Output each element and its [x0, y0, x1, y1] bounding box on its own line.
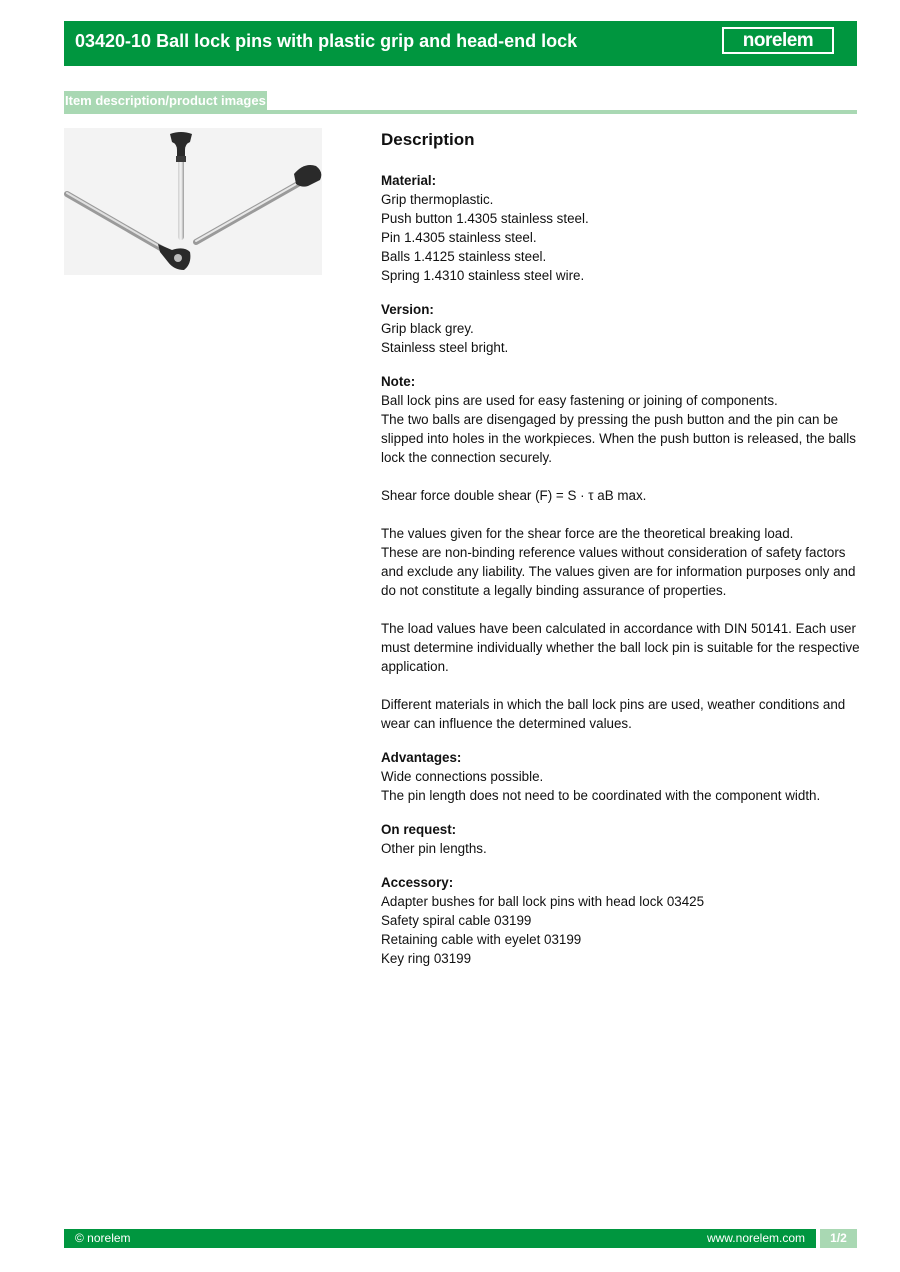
- version-line: Stainless steel bright.: [381, 340, 509, 355]
- material-line: Grip thermoplastic.: [381, 192, 494, 207]
- section-label: Item description/product images: [65, 93, 266, 108]
- material-line: Spring 1.4310 stainless steel wire.: [381, 268, 585, 283]
- note-paragraph: Different materials in which the ball lock pins are used, weather conditions and wear can influence the determined values.: [381, 697, 846, 731]
- note-block: [381, 372, 861, 733]
- note-paragraph: The values given for the shear force are the theoretical breaking load. These are non-binding reference values without consideration of safety factors and exclude any liability. The values given are for information purposes only and do not constitute a legally binding assurance of properties.: [381, 526, 856, 598]
- description-heading: Description: [381, 130, 475, 149]
- page-number: 1/2: [820, 1229, 857, 1248]
- on-request-label: On request:: [381, 822, 457, 837]
- page-header: [64, 21, 857, 66]
- version-label: Version:: [381, 302, 434, 317]
- note-paragraph: Ball lock pins are used for easy fastening or joining of components. The two balls are disengaged by pressing the push button and the pin can be slipped into holes in the workpieces. When the push button is released, the balls lock the connection securely.: [381, 393, 856, 465]
- description-column: [381, 129, 861, 983]
- on-request-line: Other pin lengths.: [381, 841, 487, 856]
- advantages-block: [381, 748, 861, 805]
- website-link[interactable]: www.norelem.com: [706, 1231, 805, 1245]
- accessory-label: Accessory:: [381, 875, 454, 890]
- note-paragraph: Shear force double shear (F) = S · τ aB max.: [381, 488, 647, 503]
- section-divider: [64, 110, 857, 114]
- diagonal-pin-right: [196, 165, 321, 242]
- product-image: [64, 128, 322, 275]
- material-label: Material:: [381, 173, 437, 188]
- material-line: Push button 1.4305 stainless steel.: [381, 211, 589, 226]
- norelem-logo: norelem: [722, 27, 834, 54]
- accessory-line: Adapter bushes for ball lock pins with head lock 03425: [381, 894, 705, 909]
- vertical-pin: [170, 132, 192, 240]
- advantages-line: Wide connections possible.: [381, 769, 544, 784]
- advantages-line: The pin length does not need to be coordinated with the component width.: [381, 788, 821, 803]
- advantages-label: Advantages:: [381, 750, 462, 765]
- material-line: Balls 1.4125 stainless steel.: [381, 249, 547, 264]
- page-footer: [64, 1229, 816, 1248]
- accessory-line: Retaining cable with eyelet 03199: [381, 932, 582, 947]
- page-title: 03420-10 Ball lock pins with plastic grip and head-end lock: [75, 31, 578, 51]
- material-block: [381, 171, 861, 285]
- accessory-line: Safety spiral cable 03199: [381, 913, 532, 928]
- accessory-block: [381, 873, 861, 968]
- version-block: [381, 300, 861, 357]
- material-line: Pin 1.4305 stainless steel.: [381, 230, 537, 245]
- accessory-line: Key ring 03199: [381, 951, 472, 966]
- note-label: Note:: [381, 374, 416, 389]
- copyright-text: © norelem: [75, 1231, 131, 1245]
- diagonal-pin-left: [67, 193, 190, 270]
- version-line: Grip black grey.: [381, 321, 474, 336]
- on-request-block: [381, 820, 861, 858]
- ball-lock-pins-illustration: [64, 128, 322, 275]
- note-paragraph: The load values have been calculated in accordance with DIN 50141. Each user must determine individually whether the ball lock pin is suitable for the respective application.: [381, 621, 860, 674]
